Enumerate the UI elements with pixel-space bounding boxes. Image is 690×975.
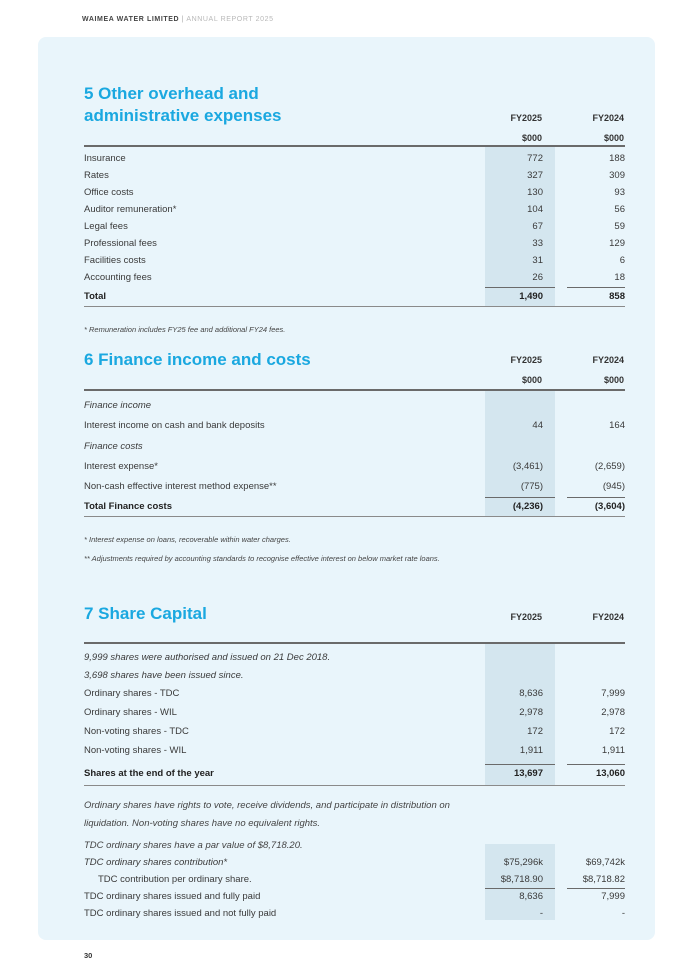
s5-total-rule-fy2024 (567, 287, 625, 288)
row-label: TDC contribution per ordinary share. (98, 874, 252, 885)
s6-bottom-rule (84, 516, 625, 517)
value-fy2024: 129 (609, 238, 625, 249)
s5-header-rule (84, 145, 625, 147)
row-label: TDC ordinary shares issued and not fully paid (84, 908, 277, 919)
value-fy2025: 67 (532, 221, 543, 232)
row-label: Insurance (84, 153, 126, 164)
value-fy2025: 31 (532, 255, 543, 266)
table-row (84, 873, 625, 887)
s6-total-rule-fy2024 (567, 497, 625, 498)
value-fy2025: 8,636 (519, 891, 543, 902)
value-fy2024: $8,718.82 (582, 874, 625, 885)
table-row (84, 399, 625, 413)
par-value-text: TDC ordinary shares have a par value of $8,718.20. (84, 840, 303, 851)
row-label: Facilities costs (84, 255, 146, 266)
total-label: Total Finance costs (84, 501, 172, 512)
value-fy2025: 130 (527, 187, 543, 198)
value-fy2025: 172 (527, 726, 543, 737)
table-row (84, 271, 625, 285)
intro-text: 9,999 shares were authorised and issued on 21 Dec 2018. (84, 652, 331, 663)
value-fy2024: 164 (609, 420, 625, 431)
section5-title-line1: 5 Other overhead and (84, 84, 259, 103)
value-fy2025: 104 (527, 204, 543, 215)
rights-paragraph-line1: Ordinary shares have rights to vote, receive dividends, and participate in distribution on (84, 800, 450, 811)
s7-col-fy2024: FY2024 (592, 612, 624, 622)
s6-col-fy2024: FY2024 (592, 355, 624, 365)
value-fy2024: 56 (614, 204, 625, 215)
section7-title: 7 Share Capital (84, 604, 207, 623)
rights-paragraph-line2: liquidation. Non-voting shares have no equivalent rights. (84, 818, 321, 829)
subheading-finance-costs: Finance costs (84, 441, 143, 452)
row-label: Non-voting shares - WIL (84, 745, 187, 756)
total-row (84, 290, 625, 304)
value-fy2025: (775) (520, 481, 543, 492)
value-fy2024: - (621, 908, 625, 919)
table-row (84, 203, 625, 217)
s6-footnote-1: * Interest expense on loans, recoverable within water charges. (84, 535, 291, 544)
s7-total-rule-fy2024 (567, 764, 625, 765)
value-fy2025: 26 (532, 272, 543, 283)
table-row (84, 186, 625, 200)
value-fy2025: 2,978 (519, 707, 543, 718)
s7-total-rule-fy2025 (485, 764, 555, 765)
value-fy2025: (3,461) (512, 461, 543, 472)
value-fy2025: 327 (527, 170, 543, 181)
report-name: ANNUAL REPORT 2025 (186, 16, 274, 23)
s5-total-rule-fy2025 (485, 287, 555, 288)
value-fy2024: 59 (614, 221, 625, 232)
table-row (84, 220, 625, 234)
value-fy2025: $8,718.90 (500, 874, 543, 885)
s6-header-rule (84, 389, 625, 391)
table-row (84, 152, 625, 166)
value-fy2025: 8,636 (519, 688, 543, 699)
value-fy2025: 33 (532, 238, 543, 249)
s7b-rule-fy2025 (485, 888, 555, 889)
table-row (84, 856, 625, 870)
row-label: Interest expense* (84, 461, 158, 472)
row-label: Rates (84, 170, 109, 181)
running-header (82, 16, 274, 23)
value-fy2024: (2,659) (594, 461, 625, 472)
total-row (84, 767, 625, 781)
total-fy2025: (4,236) (512, 501, 543, 512)
row-label: Ordinary shares - TDC (84, 688, 180, 699)
row-label: Accounting fees (84, 272, 152, 283)
total-label: Shares at the end of the year (84, 768, 214, 779)
s7b-rule-fy2024 (567, 888, 625, 889)
row-label: TDC ordinary shares issued and fully paid (84, 891, 261, 902)
table-row (84, 744, 625, 758)
intro-text: 3,698 shares have been issued since. (84, 670, 244, 681)
row-label: Non-voting shares - TDC (84, 726, 189, 737)
value-fy2024: 188 (609, 153, 625, 164)
value-fy2024: 309 (609, 170, 625, 181)
s5-unit-fy2025: $000 (521, 133, 542, 143)
table-row (84, 480, 625, 494)
total-fy2024: 13,060 (595, 768, 625, 779)
total-fy2025: 1,490 (519, 291, 543, 302)
s7-col-fy2025: FY2025 (510, 612, 542, 622)
value-fy2024: 7,999 (601, 688, 625, 699)
subheading-finance-income: Finance income (84, 400, 152, 411)
table-row (84, 254, 625, 268)
s6-col-fy2025: FY2025 (510, 355, 542, 365)
s5-footnote: * Remuneration includes FY25 fee and additional FY24 fees. (84, 325, 286, 334)
table-row (84, 907, 625, 921)
s6-unit-fy2024: $000 (603, 375, 624, 385)
intro-line (84, 651, 625, 665)
value-fy2025: 1,911 (519, 745, 543, 756)
value-fy2024: $69,742k (585, 857, 625, 868)
row-label: Auditor remuneration* (84, 204, 177, 215)
total-fy2024: 858 (609, 291, 625, 302)
table-row (84, 706, 625, 720)
s7-header-rule (84, 642, 625, 644)
s5-unit-fy2024: $000 (603, 133, 624, 143)
section5-title-line2: administrative expenses (84, 106, 282, 125)
value-fy2024: 2,978 (601, 707, 625, 718)
value-fy2025: - (539, 908, 543, 919)
page-number: 30 (84, 951, 93, 960)
value-fy2025: $75,296k (503, 857, 543, 868)
table-row (84, 419, 625, 433)
header-separator: | (181, 16, 185, 23)
table-row (84, 725, 625, 739)
value-fy2024: 93 (614, 187, 625, 198)
intro-line (84, 669, 625, 683)
value-fy2024: 18 (614, 272, 625, 283)
value-fy2024: 6 (619, 255, 625, 266)
value-fy2024: 7,999 (601, 891, 625, 902)
s6-total-rule-fy2025 (485, 497, 555, 498)
total-row (84, 500, 625, 514)
value-fy2024: 1,911 (601, 745, 625, 756)
table-row (84, 440, 625, 454)
row-label: Ordinary shares - WIL (84, 707, 177, 718)
table-row (84, 237, 625, 251)
total-fy2025: 13,697 (513, 768, 543, 779)
s5-col-fy2024: FY2024 (592, 113, 624, 123)
s5-bottom-rule (84, 306, 625, 307)
value-fy2024: 172 (609, 726, 625, 737)
table-row (84, 460, 625, 474)
value-fy2025: 44 (532, 420, 543, 431)
table-row (84, 890, 625, 904)
section6-title: 6 Finance income and costs (84, 350, 311, 369)
value-fy2024: (945) (602, 481, 625, 492)
row-label: Legal fees (84, 221, 128, 232)
s6-footnote-2: ** Adjustments required by accounting standards to recognise effective interest on below market rate loans. (84, 554, 440, 563)
total-fy2024: (3,604) (594, 501, 625, 512)
organisation-name: WAIMEA WATER LIMITED (82, 16, 180, 23)
row-label: Professional fees (84, 238, 157, 249)
table-row (84, 169, 625, 183)
row-label: TDC ordinary shares contribution* (84, 857, 228, 868)
s6-unit-fy2025: $000 (521, 375, 542, 385)
total-label: Total (84, 291, 106, 302)
s7-bottom-rule (84, 785, 625, 786)
row-label: Office costs (84, 187, 134, 198)
s5-col-fy2025: FY2025 (510, 113, 542, 123)
table-row (84, 687, 625, 701)
value-fy2025: 772 (527, 153, 543, 164)
row-label: Interest income on cash and bank deposits (84, 420, 265, 431)
row-label: Non-cash effective interest method expense** (84, 481, 277, 492)
